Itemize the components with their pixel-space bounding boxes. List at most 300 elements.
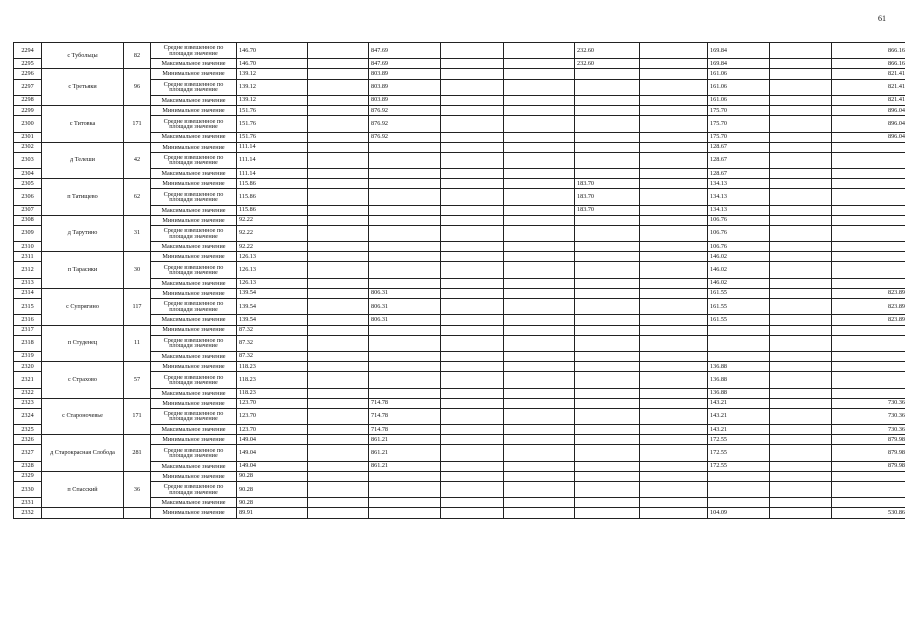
value-cell bbox=[504, 425, 575, 435]
value-cell: 183.70 bbox=[575, 189, 640, 205]
value-cell bbox=[770, 189, 832, 205]
settlement-cell: п Татищево bbox=[42, 179, 124, 216]
value-cell bbox=[708, 352, 770, 362]
value-cell bbox=[770, 471, 832, 481]
value-type-cell: Максимальное значение bbox=[151, 205, 237, 215]
value-type-cell: Минимальное значение bbox=[151, 69, 237, 79]
value-cell bbox=[832, 352, 905, 362]
value-cell bbox=[308, 215, 369, 225]
value-cell bbox=[575, 132, 640, 142]
value-type-cell: Максимальное значение bbox=[151, 132, 237, 142]
row-id-cell: 2317 bbox=[14, 325, 42, 335]
value-cell bbox=[575, 408, 640, 424]
value-cell: 161.06 bbox=[708, 95, 770, 105]
table-row bbox=[14, 508, 905, 518]
value-cell bbox=[308, 252, 369, 262]
value-cell: 106.76 bbox=[708, 242, 770, 252]
value-cell bbox=[708, 325, 770, 335]
settlement-cell: с Титовка bbox=[42, 106, 124, 143]
value-cell bbox=[770, 408, 832, 424]
value-cell: 146.70 bbox=[237, 59, 308, 69]
value-cell bbox=[369, 498, 441, 508]
population-cell: 57 bbox=[124, 362, 151, 399]
population-cell: 117 bbox=[124, 288, 151, 325]
row-id-cell: 2325 bbox=[14, 425, 42, 435]
value-cell: 806.31 bbox=[369, 299, 441, 315]
value-cell bbox=[770, 169, 832, 179]
population-cell: 171 bbox=[124, 106, 151, 143]
value-type-cell: Максимальное значение bbox=[151, 425, 237, 435]
value-cell bbox=[770, 59, 832, 69]
value-cell: 146.02 bbox=[708, 252, 770, 262]
value-cell bbox=[441, 95, 504, 105]
value-cell bbox=[640, 352, 708, 362]
value-cell: 161.06 bbox=[708, 69, 770, 79]
value-cell bbox=[770, 179, 832, 189]
table-row bbox=[14, 69, 905, 79]
value-cell bbox=[575, 142, 640, 152]
value-cell bbox=[575, 508, 640, 518]
value-cell: 123.70 bbox=[237, 425, 308, 435]
value-cell bbox=[441, 142, 504, 152]
value-cell bbox=[441, 388, 504, 398]
value-cell bbox=[575, 372, 640, 388]
value-cell: 896.04 bbox=[832, 132, 905, 142]
table-row bbox=[14, 106, 905, 116]
value-cell: 847.69 bbox=[369, 43, 441, 59]
value-cell bbox=[504, 95, 575, 105]
value-cell bbox=[770, 142, 832, 152]
value-cell: 161.55 bbox=[708, 299, 770, 315]
row-id-cell: 2301 bbox=[14, 132, 42, 142]
value-cell bbox=[441, 278, 504, 288]
row-id-cell: 2306 bbox=[14, 189, 42, 205]
value-cell bbox=[369, 215, 441, 225]
value-cell: 92.22 bbox=[237, 215, 308, 225]
value-cell bbox=[640, 481, 708, 497]
value-cell bbox=[832, 205, 905, 215]
value-cell bbox=[441, 299, 504, 315]
page-number: 61 bbox=[878, 14, 886, 23]
value-cell bbox=[441, 508, 504, 518]
row-id-cell: 2308 bbox=[14, 215, 42, 225]
value-cell bbox=[770, 225, 832, 241]
value-cell bbox=[575, 498, 640, 508]
table-row bbox=[14, 142, 905, 152]
value-cell bbox=[504, 225, 575, 241]
value-cell bbox=[504, 461, 575, 471]
value-cell bbox=[441, 352, 504, 362]
value-cell bbox=[441, 106, 504, 116]
value-cell bbox=[504, 498, 575, 508]
value-cell bbox=[770, 498, 832, 508]
value-cell bbox=[640, 408, 708, 424]
value-cell bbox=[575, 169, 640, 179]
value-cell: 143.21 bbox=[708, 408, 770, 424]
value-cell bbox=[575, 278, 640, 288]
value-cell: 139.12 bbox=[237, 79, 308, 95]
value-cell bbox=[308, 352, 369, 362]
value-cell bbox=[504, 299, 575, 315]
value-cell: 876.92 bbox=[369, 106, 441, 116]
value-cell: 87.32 bbox=[237, 325, 308, 335]
value-cell bbox=[640, 471, 708, 481]
value-cell bbox=[504, 388, 575, 398]
value-cell bbox=[441, 152, 504, 168]
value-cell: 861.21 bbox=[369, 435, 441, 445]
value-cell: 123.70 bbox=[237, 408, 308, 424]
value-cell bbox=[832, 152, 905, 168]
value-cell: 149.04 bbox=[237, 461, 308, 471]
value-cell: 126.13 bbox=[237, 252, 308, 262]
value-cell bbox=[770, 481, 832, 497]
value-cell bbox=[308, 445, 369, 461]
row-id-cell: 2332 bbox=[14, 508, 42, 518]
value-cell: 92.22 bbox=[237, 242, 308, 252]
value-cell bbox=[770, 325, 832, 335]
value-cell bbox=[770, 388, 832, 398]
value-cell bbox=[441, 169, 504, 179]
value-cell: 806.31 bbox=[369, 288, 441, 298]
value-cell: 146.02 bbox=[708, 278, 770, 288]
value-cell: 136.88 bbox=[708, 362, 770, 372]
value-cell bbox=[770, 435, 832, 445]
value-cell bbox=[640, 116, 708, 132]
settlement-cell bbox=[42, 508, 124, 518]
value-cell bbox=[369, 205, 441, 215]
population-cell: 36 bbox=[124, 471, 151, 508]
value-cell bbox=[308, 325, 369, 335]
value-cell: 169.84 bbox=[708, 43, 770, 59]
value-cell: 134.13 bbox=[708, 189, 770, 205]
value-cell bbox=[832, 481, 905, 497]
value-cell: 139.12 bbox=[237, 95, 308, 105]
value-cell bbox=[832, 225, 905, 241]
value-cell: 134.13 bbox=[708, 205, 770, 215]
value-cell bbox=[832, 335, 905, 351]
value-cell bbox=[369, 372, 441, 388]
value-cell: 803.89 bbox=[369, 95, 441, 105]
value-cell bbox=[308, 43, 369, 59]
value-cell: 879.98 bbox=[832, 461, 905, 471]
value-cell bbox=[504, 132, 575, 142]
value-cell bbox=[575, 299, 640, 315]
value-cell bbox=[640, 189, 708, 205]
value-type-cell: Минимальное значение bbox=[151, 215, 237, 225]
value-cell bbox=[308, 299, 369, 315]
value-cell bbox=[441, 498, 504, 508]
row-id-cell: 2311 bbox=[14, 252, 42, 262]
row-id-cell: 2321 bbox=[14, 372, 42, 388]
value-cell bbox=[369, 169, 441, 179]
row-id-cell: 2307 bbox=[14, 205, 42, 215]
value-type-cell: Максимальное значение bbox=[151, 278, 237, 288]
value-cell: 866.16 bbox=[832, 43, 905, 59]
row-id-cell: 2326 bbox=[14, 435, 42, 445]
value-cell bbox=[308, 59, 369, 69]
value-cell bbox=[770, 425, 832, 435]
value-cell bbox=[575, 69, 640, 79]
value-type-cell: Средне взвешенное по площади значение bbox=[151, 116, 237, 132]
value-cell bbox=[504, 215, 575, 225]
table-row bbox=[14, 435, 905, 445]
value-type-cell: Минимальное значение bbox=[151, 142, 237, 152]
value-cell bbox=[504, 189, 575, 205]
value-cell: 115.86 bbox=[237, 205, 308, 215]
value-cell bbox=[369, 179, 441, 189]
value-cell: 876.92 bbox=[369, 116, 441, 132]
value-cell bbox=[504, 59, 575, 69]
value-cell bbox=[640, 335, 708, 351]
value-cell bbox=[575, 435, 640, 445]
value-cell: 149.04 bbox=[237, 445, 308, 461]
value-cell bbox=[504, 288, 575, 298]
value-type-cell: Средне взвешенное по площади значение bbox=[151, 408, 237, 424]
population-cell: 82 bbox=[124, 43, 151, 69]
value-cell bbox=[770, 315, 832, 325]
value-cell: 730.36 bbox=[832, 398, 905, 408]
value-cell: 896.04 bbox=[832, 116, 905, 132]
value-cell bbox=[441, 408, 504, 424]
value-cell bbox=[504, 315, 575, 325]
value-type-cell: Максимальное значение bbox=[151, 59, 237, 69]
value-cell bbox=[770, 116, 832, 132]
value-cell bbox=[441, 205, 504, 215]
row-id-cell: 2304 bbox=[14, 169, 42, 179]
value-cell bbox=[832, 142, 905, 152]
settlement-cell: с Тубольцы bbox=[42, 43, 124, 69]
value-cell: 143.21 bbox=[708, 425, 770, 435]
row-id-cell: 2314 bbox=[14, 288, 42, 298]
value-type-cell: Средне взвешенное по площади значение bbox=[151, 445, 237, 461]
value-cell bbox=[308, 508, 369, 518]
value-cell: 169.84 bbox=[708, 59, 770, 69]
value-type-cell: Максимальное значение bbox=[151, 169, 237, 179]
value-cell: 175.70 bbox=[708, 132, 770, 142]
value-type-cell: Средне взвешенное по площади значение bbox=[151, 335, 237, 351]
value-cell bbox=[708, 498, 770, 508]
population-cell: 62 bbox=[124, 179, 151, 216]
value-cell bbox=[441, 252, 504, 262]
value-cell bbox=[441, 461, 504, 471]
value-cell bbox=[441, 79, 504, 95]
value-cell bbox=[640, 362, 708, 372]
value-cell bbox=[640, 425, 708, 435]
value-cell bbox=[369, 225, 441, 241]
value-cell bbox=[640, 398, 708, 408]
table-row bbox=[14, 325, 905, 335]
value-cell bbox=[640, 372, 708, 388]
value-cell: 128.67 bbox=[708, 142, 770, 152]
value-cell bbox=[832, 189, 905, 205]
value-cell bbox=[640, 152, 708, 168]
value-cell bbox=[441, 215, 504, 225]
value-cell: 861.21 bbox=[369, 461, 441, 471]
value-cell: 134.13 bbox=[708, 179, 770, 189]
population-cell: 30 bbox=[124, 252, 151, 289]
value-type-cell: Максимальное значение bbox=[151, 315, 237, 325]
value-cell bbox=[770, 43, 832, 59]
value-cell bbox=[308, 398, 369, 408]
value-cell bbox=[308, 262, 369, 278]
value-cell bbox=[441, 362, 504, 372]
value-cell: 151.76 bbox=[237, 116, 308, 132]
value-cell bbox=[770, 106, 832, 116]
row-id-cell: 2324 bbox=[14, 408, 42, 424]
value-cell bbox=[504, 398, 575, 408]
value-cell: 730.36 bbox=[832, 425, 905, 435]
value-cell bbox=[770, 152, 832, 168]
value-cell bbox=[504, 278, 575, 288]
value-cell bbox=[308, 79, 369, 95]
value-cell bbox=[770, 215, 832, 225]
value-cell bbox=[640, 388, 708, 398]
value-cell: 821.41 bbox=[832, 95, 905, 105]
value-cell: 172.55 bbox=[708, 461, 770, 471]
value-type-cell: Минимальное значение bbox=[151, 106, 237, 116]
value-cell: 151.76 bbox=[237, 106, 308, 116]
value-cell: 143.21 bbox=[708, 398, 770, 408]
value-type-cell: Максимальное значение bbox=[151, 498, 237, 508]
value-cell bbox=[640, 498, 708, 508]
value-cell: 847.69 bbox=[369, 59, 441, 69]
value-cell bbox=[369, 481, 441, 497]
value-cell bbox=[770, 262, 832, 278]
value-cell bbox=[770, 132, 832, 142]
value-cell: 126.13 bbox=[237, 278, 308, 288]
value-cell: 118.23 bbox=[237, 362, 308, 372]
value-cell bbox=[441, 262, 504, 278]
value-cell bbox=[575, 481, 640, 497]
value-type-cell: Максимальное значение bbox=[151, 461, 237, 471]
value-cell bbox=[308, 189, 369, 205]
value-cell bbox=[504, 372, 575, 388]
value-type-cell: Средне взвешенное по площади значение bbox=[151, 299, 237, 315]
value-cell: 90.28 bbox=[237, 498, 308, 508]
value-cell bbox=[640, 59, 708, 69]
population-cell: 31 bbox=[124, 215, 151, 252]
row-id-cell: 2310 bbox=[14, 242, 42, 252]
value-cell: 87.32 bbox=[237, 335, 308, 351]
value-cell bbox=[369, 278, 441, 288]
value-cell bbox=[369, 189, 441, 205]
row-id-cell: 2299 bbox=[14, 106, 42, 116]
value-cell bbox=[308, 205, 369, 215]
value-cell bbox=[369, 471, 441, 481]
value-cell bbox=[575, 425, 640, 435]
value-cell bbox=[369, 325, 441, 335]
value-cell bbox=[770, 372, 832, 388]
value-cell bbox=[504, 106, 575, 116]
value-cell bbox=[770, 288, 832, 298]
value-cell bbox=[308, 498, 369, 508]
value-cell bbox=[640, 79, 708, 95]
table-row bbox=[14, 398, 905, 408]
value-cell bbox=[441, 132, 504, 142]
row-id-cell: 2318 bbox=[14, 335, 42, 351]
value-cell bbox=[308, 132, 369, 142]
row-id-cell: 2296 bbox=[14, 69, 42, 79]
value-cell bbox=[575, 471, 640, 481]
value-cell: 232.60 bbox=[575, 43, 640, 59]
value-cell bbox=[504, 179, 575, 189]
value-cell bbox=[308, 425, 369, 435]
value-cell: 115.86 bbox=[237, 179, 308, 189]
value-cell: 92.22 bbox=[237, 225, 308, 241]
value-cell bbox=[575, 106, 640, 116]
value-cell bbox=[575, 79, 640, 95]
value-cell bbox=[575, 315, 640, 325]
value-type-cell: Минимальное значение bbox=[151, 288, 237, 298]
value-cell: 879.98 bbox=[832, 445, 905, 461]
value-cell bbox=[575, 116, 640, 132]
value-cell bbox=[575, 445, 640, 461]
value-cell: 118.23 bbox=[237, 372, 308, 388]
settlement-cell: п Тарасики bbox=[42, 252, 124, 289]
value-cell bbox=[441, 372, 504, 388]
value-cell bbox=[369, 388, 441, 398]
table-row bbox=[14, 471, 905, 481]
row-id-cell: 2313 bbox=[14, 278, 42, 288]
value-cell: 111.14 bbox=[237, 152, 308, 168]
value-type-cell: Максимальное значение bbox=[151, 388, 237, 398]
value-cell bbox=[770, 299, 832, 315]
value-cell bbox=[770, 252, 832, 262]
value-cell: 161.55 bbox=[708, 315, 770, 325]
value-cell bbox=[832, 169, 905, 179]
settlement-cell: с Третьяки bbox=[42, 69, 124, 106]
row-id-cell: 2294 bbox=[14, 43, 42, 59]
value-cell bbox=[308, 142, 369, 152]
value-cell bbox=[308, 95, 369, 105]
row-id-cell: 2331 bbox=[14, 498, 42, 508]
value-cell bbox=[770, 398, 832, 408]
value-cell bbox=[308, 169, 369, 179]
value-cell bbox=[441, 116, 504, 132]
value-cell bbox=[504, 335, 575, 351]
value-cell: 118.23 bbox=[237, 388, 308, 398]
row-id-cell: 2303 bbox=[14, 152, 42, 168]
table-row bbox=[14, 288, 905, 298]
value-cell bbox=[770, 508, 832, 518]
settlement-cell: п Студенец bbox=[42, 325, 124, 362]
value-cell bbox=[575, 152, 640, 168]
value-cell: 714.78 bbox=[369, 408, 441, 424]
settlement-cell: д Старокрасная Слобода bbox=[42, 435, 124, 472]
row-id-cell: 2315 bbox=[14, 299, 42, 315]
value-cell: 139.54 bbox=[237, 288, 308, 298]
value-type-cell: Средне взвешенное по площади значение bbox=[151, 152, 237, 168]
value-cell bbox=[575, 95, 640, 105]
value-cell bbox=[504, 152, 575, 168]
value-cell bbox=[308, 461, 369, 471]
value-cell bbox=[308, 315, 369, 325]
value-cell bbox=[640, 445, 708, 461]
value-cell bbox=[640, 215, 708, 225]
value-cell bbox=[308, 335, 369, 351]
value-cell bbox=[640, 262, 708, 278]
value-cell: 183.70 bbox=[575, 205, 640, 215]
value-cell bbox=[640, 252, 708, 262]
value-cell: 136.88 bbox=[708, 372, 770, 388]
value-cell bbox=[441, 288, 504, 298]
settlement-cell: с Супрягино bbox=[42, 288, 124, 325]
value-cell: 115.86 bbox=[237, 189, 308, 205]
value-cell bbox=[441, 398, 504, 408]
value-cell: 104.09 bbox=[708, 508, 770, 518]
value-cell bbox=[575, 262, 640, 278]
value-cell bbox=[770, 461, 832, 471]
